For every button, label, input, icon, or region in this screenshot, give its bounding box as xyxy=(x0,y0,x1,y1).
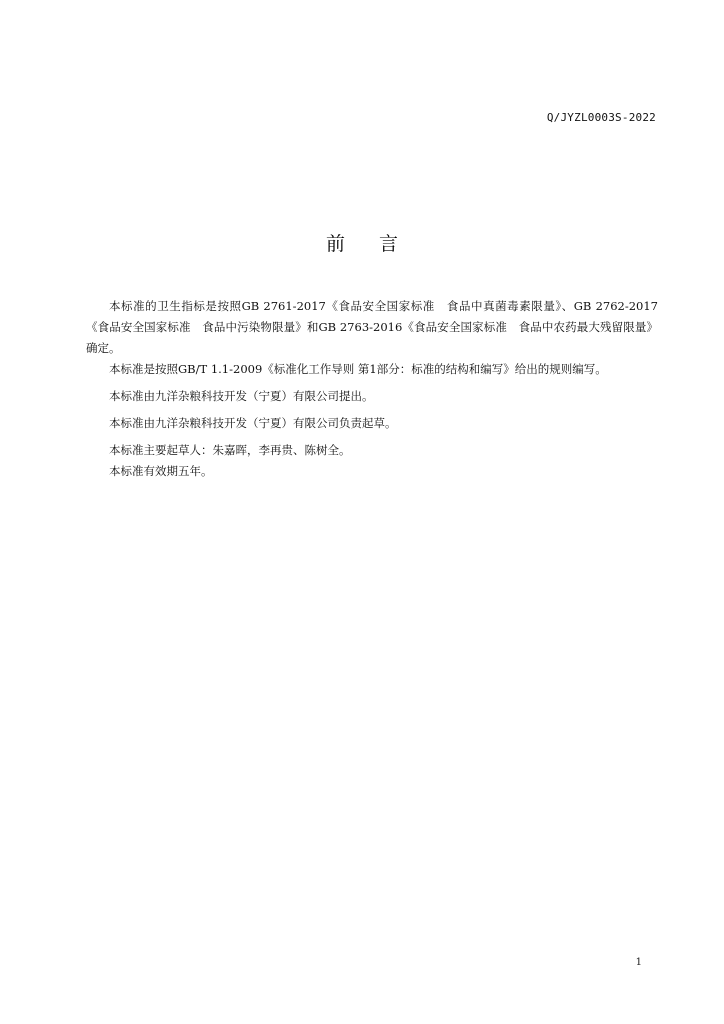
paragraph-proposed-by: 本标准由九洋杂粮科技开发（宁夏）有限公司提出。 xyxy=(109,389,374,403)
paragraph-drafted-by: 本标准由九洋杂粮科技开发（宁夏）有限公司负责起草。 xyxy=(109,416,397,430)
title-char-1: 前 xyxy=(325,233,345,255)
paragraph-validity: 本标准有效期五年。 xyxy=(109,464,213,478)
paragraph-hygiene-indicators: 本标准的卫生指标是按照GB 2761-2017《食品安全国家标准 食品中真菌毒素限量》、GB 2762-2017《食品安全国家标准 食品中污染物限量》和GB 2763-2016《食品安全国家标准 食品中农药最大残留限量》确定。 xyxy=(86,299,658,355)
preface-body xyxy=(86,296,658,482)
paragraph-main-drafters: 本标准主要起草人：朱嘉晖，李再贵、陈树全。 xyxy=(109,443,351,457)
page-number: 1 xyxy=(635,957,642,968)
paragraph-drafting-rules: 本标准是按照GB/T 1.1-2009《标准化工作导则 第1部分：标准的结构和编写》给出的规则编写。 xyxy=(109,362,607,376)
title-char-2: 言 xyxy=(379,233,399,255)
page-title xyxy=(0,229,724,256)
standard-number: Q/JYZL0003S-2022 xyxy=(546,111,656,124)
